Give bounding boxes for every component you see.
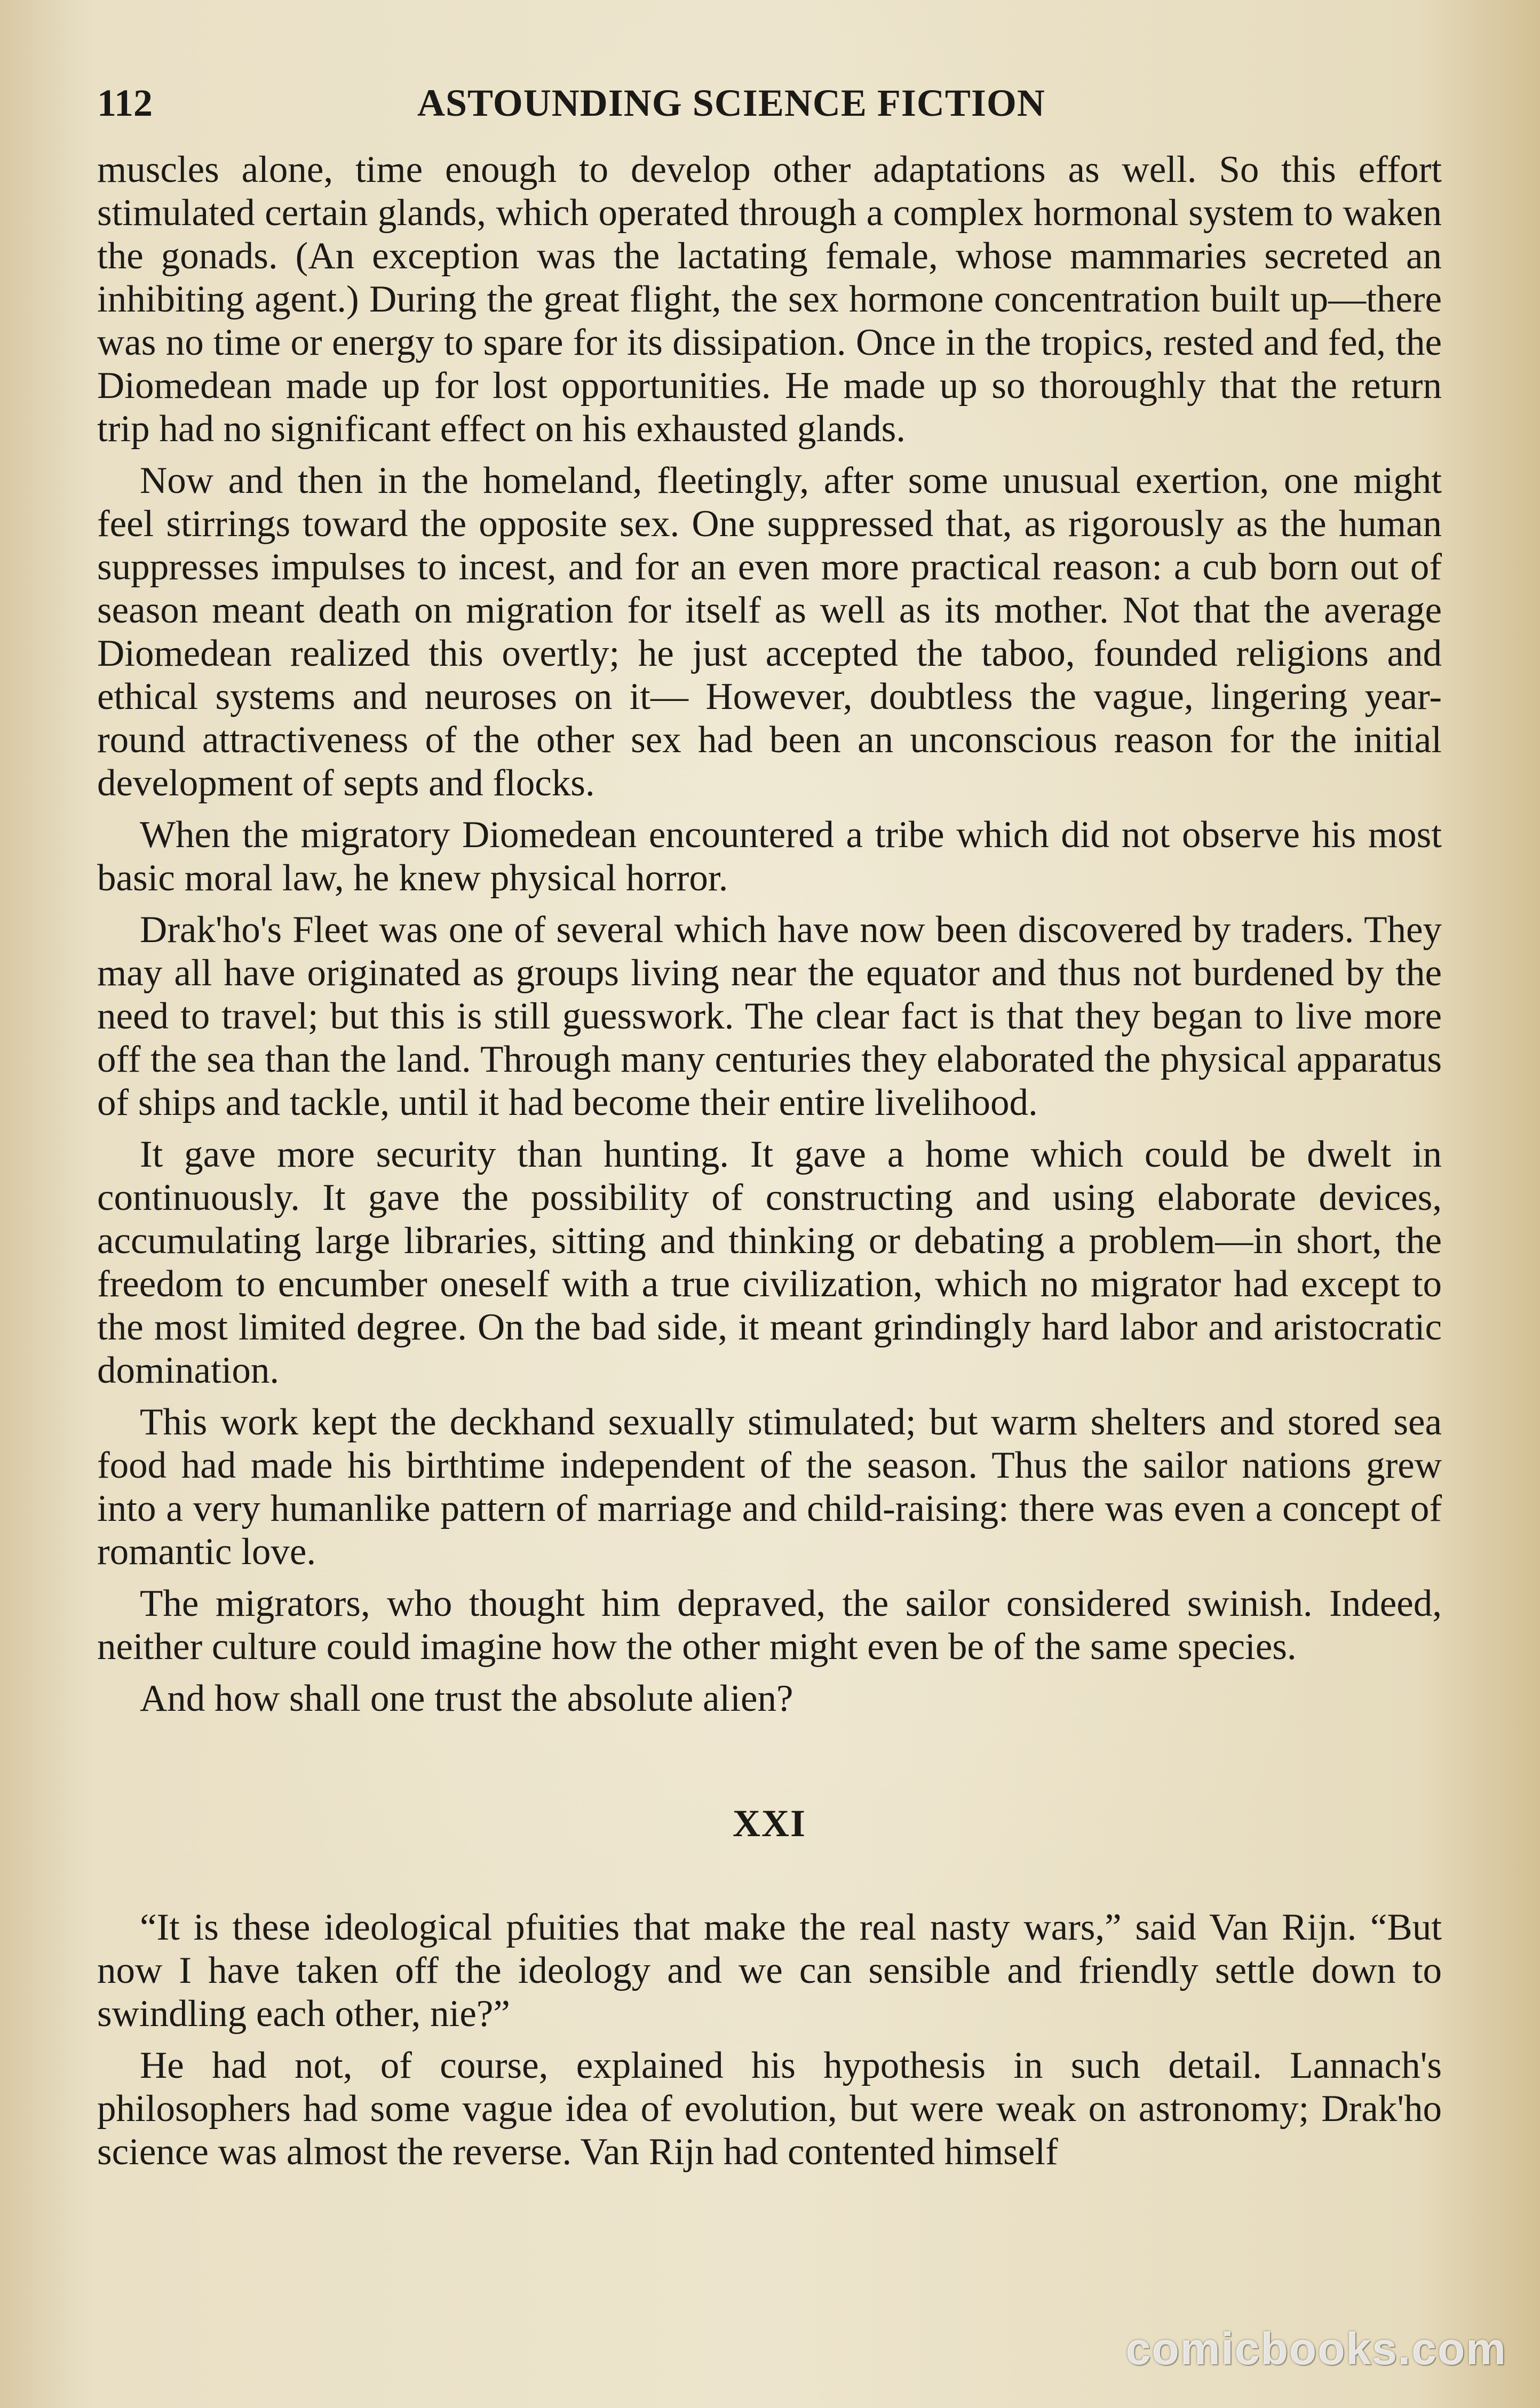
page-header: [97, 79, 1122, 127]
paragraph: This work kept the deckhand sexually stimulated; but warm shelters and stored sea food had made his birthtime independent of the season. Thus the sailor nations grew into a very humanlike pattern of marriage and child-raising: there was even a concept of romantic love.: [97, 1401, 1442, 1573]
paragraph: “It is these ideological pfuities that make the real nasty wars,” said Van Rijn. “But now I have taken off the ideology and we can sensible and friendly settle down to swindling each other, nie?”: [97, 1907, 1442, 2035]
paragraph: The migrators, who thought him depraved, the sailor considered swinish. Indeed, neither culture could imagine how the other might even be of the same species.: [97, 1583, 1442, 1668]
paragraph: Now and then in the homeland, fleetingly, after some unusual exertion, one might feel stirrings toward the opposite sex. One suppressed that, as rigorously as the human suppresses impulses to incest, and for an even more practical reason: a cub born out of season meant death on migration for itself as well as its mother. Not that the average Diomedean realized this overtly; he just accepted the taboo, founded religions and ethical systems and neuroses on it— However, doubtless the vague, lingering year-round attractiveness of the other sex had been an unconscious reason for the initial development of septs and flocks.: [97, 460, 1442, 804]
paragraph: And how shall one trust the absolute alien?: [140, 1678, 793, 1719]
paragraph: It gave more security than hunting. It gave a home which could be dwelt in continuously. It gave the possibility of constructing and using elaborate devices, accumulating large libraries, sitting and thinking or debating a problem—in short, the freedom to encumber oneself with a true civilization, which no migrator had except to the most limited degree. On the bad side, it meant grindingly hard labor and aristocratic domination.: [97, 1134, 1442, 1391]
paragraph: muscles alone, time enough to develop other adaptations as well. So this effort stimulated certain glands, which operated through a complex hormonal system to waken the gonads. (An exception was the lactating female, whose mammaries secreted an inhibiting agent.) During the great flight, the sex hormone concentration built up—there was no time or energy to spare for its dissipation. Once in the tropics, rested and fed, the Diomedean made up for lost opportunities. He made up so thoroughly that the return trip had no significant effect on his exhausted glands.: [97, 149, 1442, 450]
running-head: ASTOUNDING SCIENCE FICTION: [417, 82, 1045, 124]
paragraph: He had not, of course, explained his hypothesis in such detail. Lannach's philosophers had some vague idea of evolution, but were weak on astronomy; Drak'ho science was almost the reverse. Van Rijn had contented himself: [97, 2045, 1442, 2173]
paragraph: Drak'ho's Fleet was one of several which have now been discovered by traders. They may all have originated as groups living near the equator and thus not burdened by the need to travel; but this is still guesswork. The clear fact is that they began to live more off the sea than the land. Through many centuries they elaborated the physical apparatus of ships and tackle, until it had become their entire livelihood.: [97, 909, 1442, 1123]
body-text: [97, 148, 1442, 2174]
paragraph: When the migratory Diomedean encountered a tribe which did not observe his most basic moral law, he knew physical horror.: [97, 814, 1442, 899]
watermark: comicbooks.com: [1125, 2324, 1507, 2374]
page-number: 112: [97, 82, 153, 124]
chapter-heading: XXI: [732, 1802, 806, 1845]
